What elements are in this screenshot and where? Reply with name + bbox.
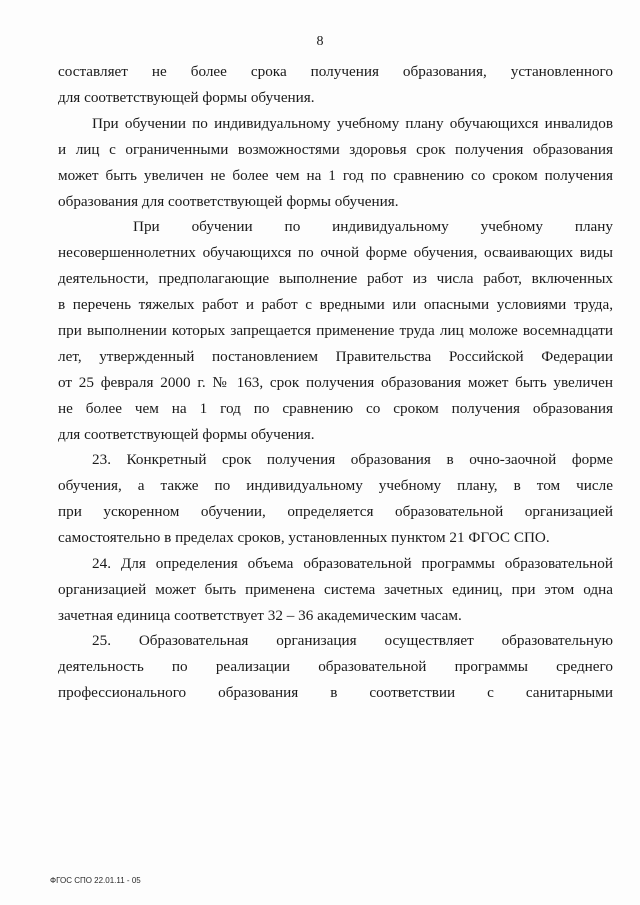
text-line: для соответствующей формы обучения. (58, 89, 315, 106)
page-number: 8 (316, 34, 324, 49)
text-line: составляет не более срока получения образования, установленного (58, 63, 613, 80)
text-line: При обучении по индивидуальному учебному плану (133, 218, 613, 235)
text-line: При обучении по индивидуальному учебному плану обучающихся инвалидов (92, 115, 613, 132)
text-line: может быть увеличен не более чем на 1 год по сравнению со сроком получения (58, 167, 613, 184)
text-line: 23. Конкретный срок получения образования в очно-заочной форме (92, 451, 613, 468)
text-line: профессионального образования в соответствии с санитарными (58, 684, 613, 701)
text-line: образования для соответствующей формы обучения. (58, 193, 399, 210)
text-line: при ускоренном обучении, определяется образовательной организацией (58, 503, 613, 520)
text-line: зачетная единица соответствует 32 – 36 академическим часам. (58, 607, 462, 624)
document-footer-code: ФГОС СПО 22.01.11 - 05 (50, 876, 141, 885)
text-line: обучения, а также по индивидуальному учебному плану, в том числе (58, 477, 613, 494)
text-line: и лиц с ограниченными возможностями здоровья срок получения образования (58, 141, 613, 158)
paragraph-item-25 (58, 628, 613, 706)
text-line: деятельность по реализации образовательной программы среднего (58, 658, 613, 675)
paragraph-3 (58, 214, 613, 448)
paragraph-2 (58, 111, 613, 215)
paragraph-1 (58, 59, 613, 111)
text-line: от 25 февраля 2000 г. № 163, срок получения образования может быть увеличен (58, 374, 613, 391)
text-line: при выполнении которых запрещается применение труда лиц моложе восемнадцати (58, 322, 613, 339)
text-line: лет, утвержденный постановлением Правительства Российской Федерации (58, 348, 613, 365)
paragraph-item-23 (58, 447, 613, 551)
text-line: для соответствующей формы обучения. (58, 426, 315, 443)
text-line: самостоятельно в пределах сроков, установленных пунктом 21 ФГОС СПО. (58, 529, 550, 546)
text-line: деятельности, предполагающие выполнение работ из числа работ, включенных (58, 270, 613, 287)
text-line: 24. Для определения объема образовательной программы образовательной (92, 555, 613, 572)
text-line: 25. Образовательная организация осуществляет образовательную (92, 632, 613, 649)
text-line: в перечень тяжелых работ и работ с вредными или опасными условиями труда, (58, 296, 613, 313)
text-line: не более чем на 1 год по сравнению со сроком получения образования (58, 400, 613, 417)
paragraph-item-24 (58, 551, 613, 629)
text-line: несовершеннолетних обучающихся по очной форме обучения, осваивающих виды (58, 244, 613, 261)
text-line: организацией может быть применена система зачетных единиц, при этом одна (58, 581, 613, 598)
